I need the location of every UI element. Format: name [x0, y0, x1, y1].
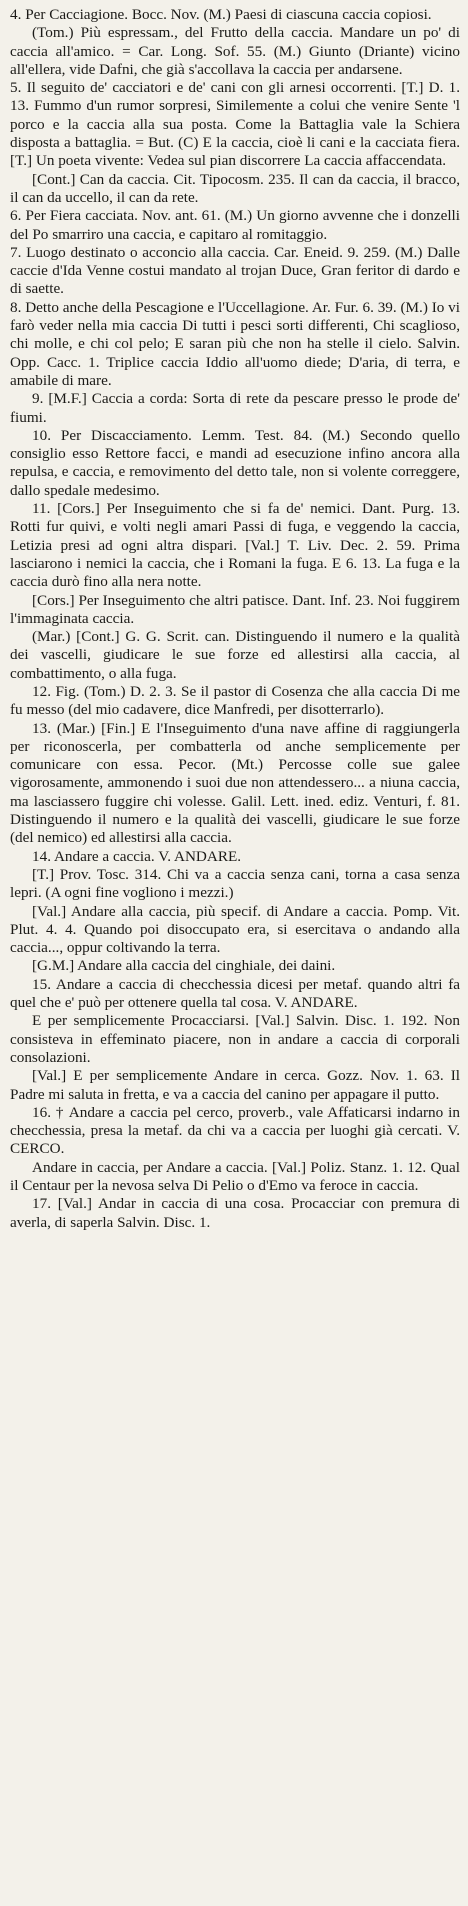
dictionary-entry: [Cont.] Can da caccia. Cit. Tipocosm. 235. Il can da caccia, il bracco, il can da uccello, il can da rete. — [10, 170, 460, 206]
dictionary-entry: E per semplicemente Procacciarsi. [Val.] Salvin. Disc. 1. 192. Non consisteva in effeminato piacere, non in andare a caccia di corporali consolazioni. — [10, 1012, 460, 1066]
dictionary-entry: (Mar.) [Cont.] G. G. Scrit. can. Distinguendo il numero e la qualità dei vascelli, giudicare le sue forze ed allestirsi alla caccia, al combattimento, o alla fuga. — [10, 628, 460, 682]
dictionary-entry: 15. Andare a caccia di checchessia dicesi per metaf. quando altri fa quel che e' può per ottenere quella tal cosa. V. ANDARE. — [10, 975, 460, 1012]
dictionary-entry: [Cors.] Per Inseguimento che altri patisce. Dant. Inf. 23. Noi fuggirem l'immaginata caccia. — [10, 591, 460, 627]
dictionary-entry: 4. Per Cacciagione. Bocc. Nov. (M.) Paesi di ciascuna caccia copiosi. — [10, 6, 432, 23]
dictionary-entry: 9. [M.F.] Caccia a corda: Sorta di rete da pescare presso le prode de' fiumi. — [10, 390, 460, 426]
dictionary-entry: 14. Andare a caccia. V. ANDARE. — [32, 847, 242, 865]
dictionary-entry: [G.M.] Andare alla caccia del cinghiale, dei daini. — [32, 957, 336, 975]
dictionary-entry: 7. Luogo destinato o acconcio alla caccia. Car. Eneid. 9. 259. (M.) Dalle caccie d'Ida Venne costui mandato al trojan Duce, Gran feritor di dardo e di saette. — [10, 243, 460, 298]
dictionary-entry: [Val.] Andare alla caccia, più specif. di Andare a caccia. Pomp. Vit. Plut. 4. 4. Quando poi disoccupato era, si esercitava o andando alla caccia..., oppur coltivando la terra. — [10, 902, 460, 957]
dictionary-entry: 12. Fig. (Tom.) D. 2. 3. Se il pastor di Cosenza che alla caccia Di me fu messo (del mio cadavere, dice Manfredi, per disotterrarlo). — [10, 682, 460, 719]
dictionary-entry: 5. Il seguito de' cacciatori e de' cani con gli arnesi occorrenti. [T.] D. 1. 13. Fummo d'un rumor sorpresi, Similemente a colui che venire Sente 'l porco e la caccia alla sua posta. Come la Battaglia vale la Schiera disposta a battaglia. = But. (C) E la caccia, cioè li cani e la cacciata fiera. [T.] Un poeta vivente: Vedea sul pian discorrere La caccia affaccendata. — [10, 79, 460, 170]
dictionary-entry: 11. [Cors.] Per Inseguimento che si fa de' nemici. Dant. Purg. 13. Rotti fur quivi, e volti negli amari Passi di fuga, e veggendo la caccia, Letizia presi ad ogni altra dispari. [Val.] T. Liv. Dec. 2. 59. Prima lasciarono i nemici la caccia, che i Romani la fuga. E 6. 13. La fuga e la caccia durò fino alla nera notte. — [10, 500, 460, 591]
dictionary-entry: 17. [Val.] Andar in caccia di una cosa. Procacciar con premura di averla, di saperla Salvin. Disc. 1. — [10, 1195, 460, 1231]
dictionary-entry: 8. Detto anche della Pescagione e l'Uccellagione. Ar. Fur. 6. 39. (M.) Io vi farò veder nella mia caccia Di tutti i pesci sorti differenti, Chi scaglioso, chi molle, e chi col pelo; E saran più che non ha stelle il cielo. Salvin. Opp. Cacc. 1. Triplice caccia Iddio all'uomo diede; D'aria, di terra, e amabile di mare. — [10, 298, 460, 389]
dictionary-entry: [T.] Prov. Tosc. 314. Chi va a caccia senza cani, torna a casa senza lepri. (A ogni fine vogliono i mezzi.) — [10, 865, 460, 902]
dictionary-entry: 13. (Mar.) [Fin.] E l'Inseguimento d'una nave affine di raggiungerla per riconoscerla, per combatterla od anche semplicemente per comunicare con essa. Pecor. (Mt.) Percosse colle sue galee vigorosamente, ammonendo i suoi due non attendessero... a niuna caccia, ma lasciassero fuggire chi volesse. Galil. Lett. ined. ediz. Venturi, f. 81. Distinguendo il numero e la qualità dei vascelli, giudicare le sue forze (del nemico) ed allestirsi alla caccia. — [10, 719, 460, 847]
dictionary-entry: 10. Per Discacciamento. Lemm. Test. 84. (M.) Secondo quello consiglio esso Rettore facci, e mandi ad esecuzione infino ancora alla repulsa, e caccia, e removimento del detto tale, non si volente correggere, dallo spedale medesimo. — [10, 426, 460, 499]
text-column — [10, 6, 460, 1232]
dictionary-entry: [Val.] E per semplicemente Andare in cerca. Gozz. Nov. 1. 63. Il Padre mi saluta in fretta, e va a caccia del canino per appagare il putto. — [10, 1067, 460, 1103]
dictionary-entry: (Tom.) Più espressam., del Frutto della caccia. Mandare un po' di caccia all'amico. = Car. Long. Sof. 55. (M.) Giunto (Driante) vicino all'ellera, vide Dafni, che già s'accollava la caccia per andarsene. — [10, 24, 460, 78]
dictionary-entry: 6. Per Fiera cacciata. Nov. ant. 61. (M.) Un giorno avvenne che i donzelli del Po smarriro una caccia, e capitaro al romitaggio. — [10, 207, 460, 243]
dictionary-entry: Andare in caccia, per Andare a caccia. [Val.] Poliz. Stanz. 1. 12. Qual il Centaur per la nevosa selva Di Pelio o d'Emo va feroce in caccia. — [10, 1158, 460, 1194]
dictionary-entry: 16. † Andare a caccia pel cerco, proverb., vale Affaticarsi indarno in checchessia, presa la metaf. da chi va a caccia per luoghi già cercati. V. CERCO. — [10, 1103, 460, 1158]
